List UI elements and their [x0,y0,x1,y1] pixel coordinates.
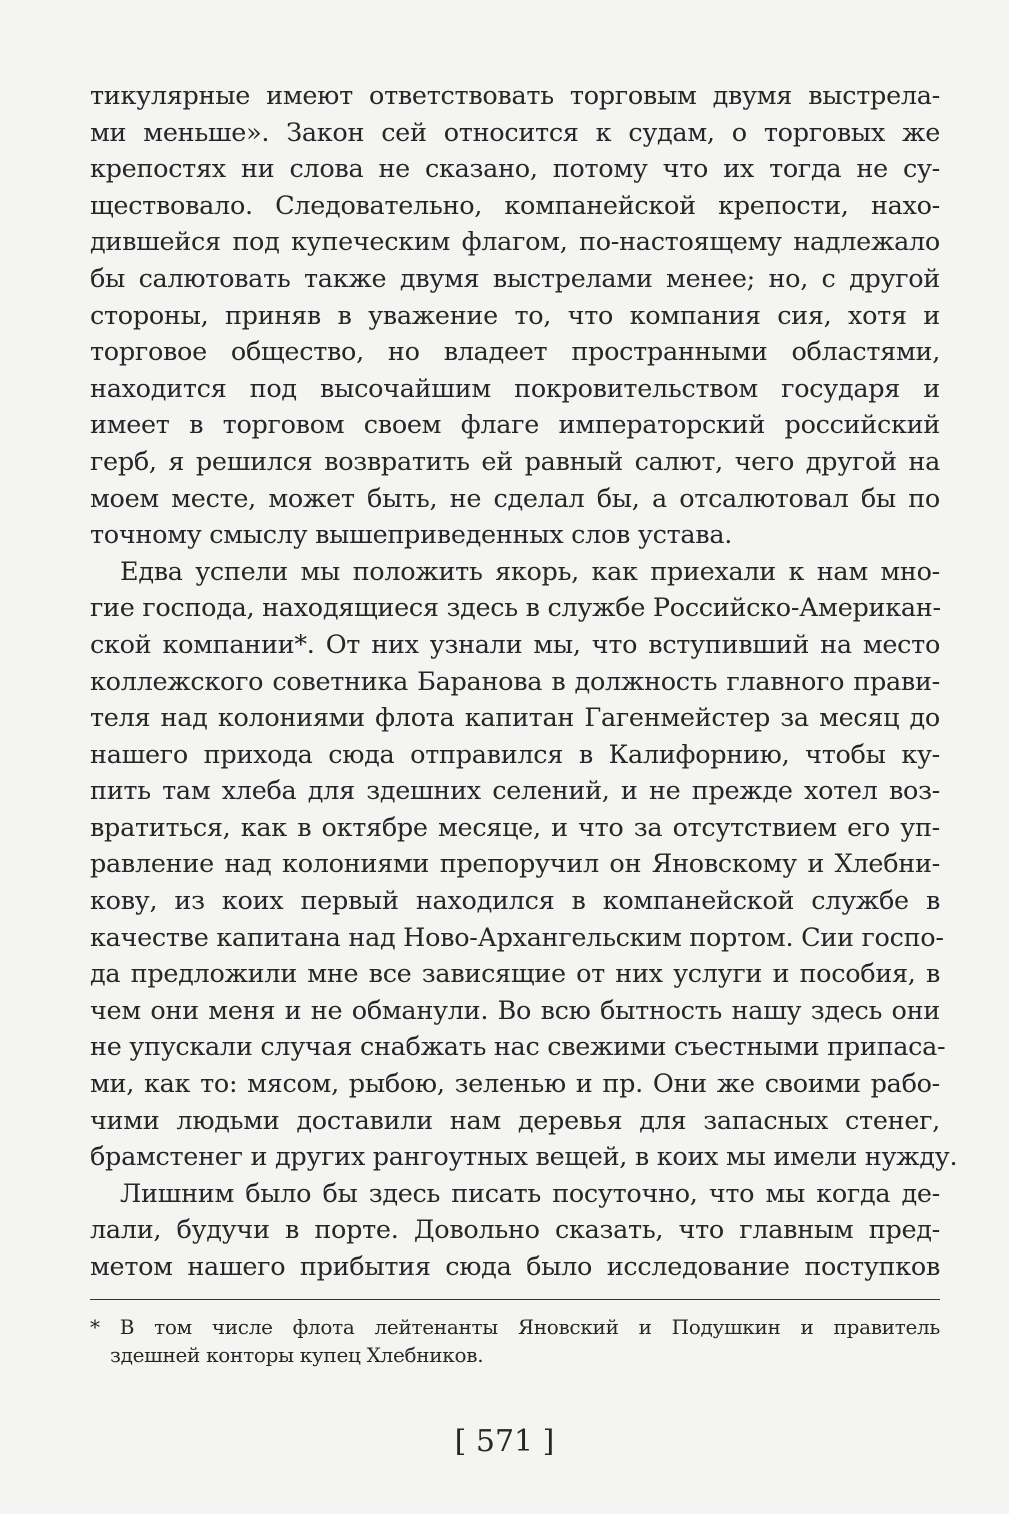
text-line: торговое общество, но владеет пространными областями, [90,337,940,368]
text-line: точному смыслу вышеприведенных слов устава. [90,520,733,551]
footnote-line: здешней конторы купец Хлебников. [110,1343,484,1367]
text-line: коллежского советника Баранова в должность главного прави- [90,666,940,697]
text-line: тикулярные имеют ответствовать торговым двумя выстрела- [90,81,940,111]
text-line: бы салютовать также двумя выстрелами менее; но, с другой [90,263,940,294]
text-line: герб, я решился возвратить ей равный салют, чего другой на [90,446,940,477]
text-line: да предложили мне все зависящие от них услуги и пособия, в [90,959,940,990]
text-line: ществовало. Следовательно, компанейской крепости, нахо- [90,190,940,221]
body-text [90,78,958,1286]
text-line: метом нашего прибытия сюда было исследование поступков [90,1252,940,1282]
text-line: лали, будучи в порте. Довольно сказать, что главным пред- [90,1215,940,1246]
text-line: дившейся под купеческим флагом, по-настоящему надлежало [90,227,940,258]
page-number: [ 571 ] [454,1424,555,1459]
text-line: кову, из коих первый находился в компанейской службе в [90,886,940,917]
text-line: находится под высочайшим покровительством государя и [90,373,940,404]
text-line: вратиться, как в октябре месяце, и что за отсутствием его уп- [90,812,940,843]
text-line: гие господа, находящиеся здесь в службе Российско-Американ- [90,593,941,624]
text-line: нашего прихода сюда отправился в Калифорнию, чтобы ку- [90,739,940,770]
text-line: чем они меня и не обманули. Во всю бытность нашу здесь они [90,995,940,1026]
text-line: Едва успели мы положить якорь, как приехали к нам мно- [120,556,940,587]
text-line: равление над колониями препоручил он Яновскому и Хлебни- [90,849,940,880]
text-line: брамстенег и других рангоутных вещей, в коих мы имели нужду. [90,1142,958,1173]
text-line: чими людьми доставили нам деревья для запасных стенег, [90,1105,940,1136]
text-line: Лишним было бы здесь писать посуточно, что мы когда де- [120,1178,940,1209]
footnote-divider [90,1299,940,1300]
text-line: ми, как то: мясом, рыбою, зеленью и пр. Они же своими рабо- [90,1069,940,1100]
text-line: ской компании*. От них узнали мы, что вступивший на место [90,629,940,660]
text-line: ми меньше». Закон сей относится к судам, о торговых же [90,117,940,148]
text-line: не упускали случая снабжать нас свежими съестными припаса- [90,1032,946,1063]
text-line: моем месте, может быть, не сделал бы, а отсалютовал бы по [90,483,940,514]
text-line: стороны, приняв в уважение то, что компания сия, хотя и [90,300,940,331]
text-line: теля над колониями флота капитан Гагенмейстер за месяц до [90,703,940,734]
footnote-line: * В том числе флота лейтенанты Яновский и Подушкин и правитель [90,1315,940,1339]
text-line: пить там хлеба для здешних селений, и не прежде хотел воз- [90,776,940,807]
text-line: крепостях ни слова не сказано, потому что их тогда не су- [90,154,940,185]
text-line: имеет в торговом своем флаге императорский российский [90,410,940,441]
text-line: качестве капитана над Ново-Архангельским портом. Сии госпо- [90,922,944,953]
footnote [90,1313,940,1369]
